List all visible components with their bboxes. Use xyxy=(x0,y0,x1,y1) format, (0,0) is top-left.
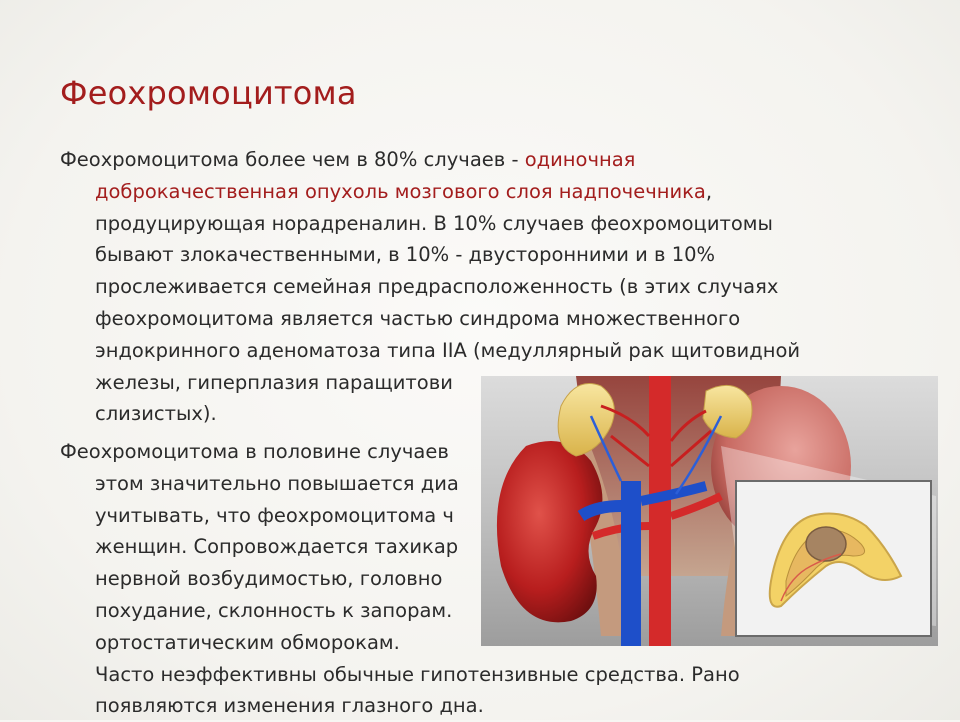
paragraph-2-line: Часто неэффективны обычные гипотензивные средства. Рано xyxy=(95,662,740,686)
paragraph-2-line: похудание, склонность к запорам. xyxy=(95,598,453,622)
paragraph-2-line: учитывать, что феохромоцитома ч xyxy=(95,503,454,527)
vena-cava xyxy=(621,481,641,646)
kidney-left xyxy=(497,441,603,622)
highlighted-text: доброкачественная опухоль мозгового слоя надпочечника xyxy=(95,179,706,203)
slide-title: Феохромоцитома xyxy=(60,74,357,112)
paragraph-1-line: доброкачественная опухоль мозгового слоя надпочечника, xyxy=(95,179,713,203)
paragraph-1-line: эндокринного аденоматоза типа IIA (медуллярный рак щитовидной xyxy=(95,338,801,362)
paragraph-2-line: нервной возбудимостью, головно xyxy=(95,567,443,591)
highlighted-text: одиночная xyxy=(524,148,636,171)
tumor-nodule xyxy=(806,527,846,561)
aorta xyxy=(649,376,671,646)
paragraph-2-line: появляются изменения глазного дна. xyxy=(95,694,484,718)
paragraph-1-line: железы, гиперплазия паращитови xyxy=(95,370,453,394)
paragraph-1-line: бывают злокачественными, в 10% - двусторонними и в 10% xyxy=(95,243,716,267)
paragraph-2-line: этом значительно повышается диа xyxy=(95,471,459,495)
paragraph-1-line: феохромоцитома является частью синдрома множественного xyxy=(95,306,741,330)
paragraph-2-line: ортостатическим обморокам. xyxy=(95,630,400,654)
paragraph-1-line: Феохромоцитома более чем в 80% случаев - одиночная xyxy=(60,148,636,171)
paragraph-1-line: продуцирующая норадреналин. В 10% случаев феохромоцитомы xyxy=(95,211,773,235)
paragraph-1-line: прослеживается семейная предрасположенность (в этих случаях xyxy=(95,275,779,299)
kidney-adrenal-illustration xyxy=(481,376,938,646)
anatomy-drawing xyxy=(481,376,938,646)
paragraph-1-line: слизистых). xyxy=(95,402,217,426)
paragraph-2-line: женщин. Сопровождается тахикар xyxy=(95,535,459,559)
paragraph-2-line: Феохромоцитома в половине случаев xyxy=(60,440,449,463)
